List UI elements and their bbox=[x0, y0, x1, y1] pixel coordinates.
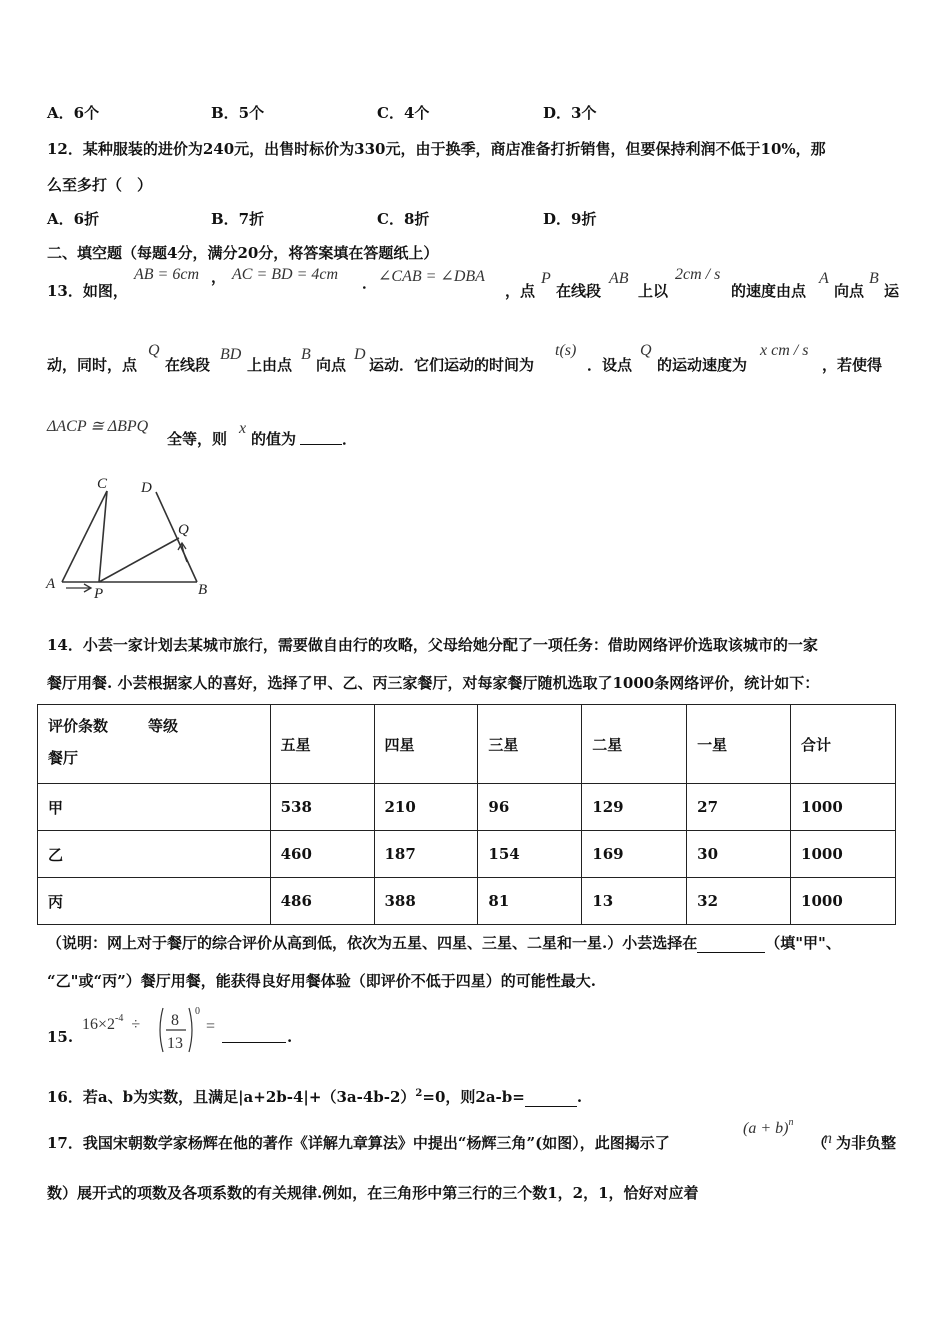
label-p: P bbox=[94, 586, 104, 602]
q13-l2-bd: BD bbox=[220, 346, 242, 363]
label-q: Q bbox=[178, 522, 189, 538]
table-cell: 129 bbox=[582, 784, 687, 831]
q13-l2-q: Q bbox=[148, 342, 160, 359]
q15-number: 15. bbox=[47, 1028, 74, 1046]
q13-ab: AB bbox=[609, 270, 629, 287]
q13-math-ac: AC = BD = 4cm bbox=[232, 266, 339, 283]
q13-triangles: ΔACP ≅ ΔBPQ bbox=[47, 418, 149, 435]
q15-denominator: 13 bbox=[167, 1035, 183, 1052]
q16-text-b: =0，则2a-b= bbox=[422, 1088, 525, 1106]
q13-comma: ， bbox=[211, 268, 227, 286]
table-cell: 1000 bbox=[791, 784, 896, 831]
table-row bbox=[38, 784, 896, 831]
header-cell: 合计 bbox=[791, 705, 896, 784]
header-cell: 四星 bbox=[374, 705, 478, 784]
q13-l2-t3: 上由点 bbox=[247, 356, 293, 374]
q17-binomial: (a + b) bbox=[743, 1120, 789, 1137]
q12-option-b: B．7折 bbox=[211, 210, 265, 228]
q13-l2-t8: ，若使得 bbox=[822, 356, 883, 374]
table-cell: 460 bbox=[270, 831, 374, 878]
q12-option-a: A．6折 bbox=[47, 210, 100, 228]
q14-line1: 14．小芸一家计划去某城市旅行，需要做自由行的攻略，父母给她分配了一项任务：借助网络评价选取该城市的一家 bbox=[47, 636, 818, 654]
label-c: C bbox=[97, 476, 108, 492]
q14-line2: 餐厅用餐. 小芸根据家人的喜好，选择了甲、乙、丙三家餐厅，对每家餐厅随机选取了1000条网络评价，统计如下： bbox=[47, 674, 820, 692]
table-cell: 538 bbox=[270, 784, 374, 831]
table-cell: 1000 bbox=[791, 831, 896, 878]
q15-numerator: 8 bbox=[171, 1012, 179, 1029]
q15-divide: ÷ bbox=[131, 1016, 141, 1033]
q16-answer-blank bbox=[525, 1088, 577, 1107]
table-row bbox=[38, 831, 896, 878]
q13-l3-t1: 全等，则 bbox=[167, 430, 228, 448]
table-cell: 27 bbox=[687, 784, 791, 831]
q12-line1: 12．某种服装的进价为240元，出售时标价为330元，由于换季，商店准备打折销售，但要保持利润不低于10%，那 bbox=[47, 140, 826, 158]
q13-answer-blank bbox=[300, 444, 342, 445]
geometry-figure bbox=[44, 470, 214, 602]
corner-label-count: 评价条数 bbox=[48, 717, 109, 735]
q15-zero-exponent: 0 bbox=[195, 1006, 200, 1017]
table-cell: 187 bbox=[374, 831, 478, 878]
q16-end: . bbox=[576, 1088, 583, 1106]
option-b: B．5个 bbox=[211, 104, 265, 122]
q13-l2-ts: t(s) bbox=[555, 342, 577, 359]
q13-l2-b: B bbox=[301, 346, 311, 363]
q16-square: 2 bbox=[415, 1088, 423, 1099]
q13-l2-d: D bbox=[354, 346, 366, 363]
q13-a: A bbox=[819, 270, 829, 287]
q13-t4: 的速度由点 bbox=[731, 282, 807, 300]
header-cell: 二星 bbox=[582, 705, 687, 784]
header-cell: 五星 bbox=[270, 705, 374, 784]
q13-l3-t2: 的值为 bbox=[251, 430, 297, 448]
table-cell: 96 bbox=[478, 784, 582, 831]
q14-note-line1 bbox=[47, 932, 841, 953]
table-row bbox=[38, 878, 896, 925]
q13-l3-end: ． bbox=[342, 430, 358, 448]
label-d: D bbox=[141, 480, 152, 496]
q14-note-end: （填"甲"、 bbox=[765, 934, 841, 952]
q17-line1-end: 为非负整 bbox=[836, 1134, 897, 1152]
row-label: 丙 bbox=[38, 878, 271, 925]
table-cell: 13 bbox=[582, 878, 687, 925]
q15-expression bbox=[82, 1013, 141, 1034]
q17-line2: 数）展开式的项数及各项系数的有关规律.例如，在三角形中第三行的三个数1，2，1，恰好对应着 bbox=[47, 1184, 699, 1202]
q13-l2-t1: 动，同时，点 bbox=[47, 356, 138, 374]
table-cell: 30 bbox=[687, 831, 791, 878]
q15-exponent: -4 bbox=[115, 1013, 124, 1024]
corner-cell bbox=[38, 705, 271, 784]
table-cell: 32 bbox=[687, 878, 791, 925]
table-cell: 81 bbox=[478, 878, 582, 925]
q17-line1-text: 17．我国宋朝数学家杨辉在他的著作《详解九章算法》中提出“杨辉三角”(如图），此图揭示了 bbox=[47, 1134, 670, 1152]
q13-l2-t4: 向点 bbox=[316, 356, 347, 374]
table-cell: 486 bbox=[270, 878, 374, 925]
q13-l2-q2: Q bbox=[640, 342, 652, 359]
q13-p: P bbox=[541, 270, 551, 287]
label-a: A bbox=[46, 576, 56, 592]
q17-n: n bbox=[824, 1130, 832, 1147]
section-heading: 二、填空题（每题4分，满分20分，将答案填在答题纸上） bbox=[47, 244, 439, 262]
q13-t6: 运 bbox=[884, 282, 900, 300]
q13-l2-xs: x cm / s bbox=[760, 342, 809, 359]
q13-t2: 在线段 bbox=[556, 282, 602, 300]
table-cell: 154 bbox=[478, 831, 582, 878]
segment-pq bbox=[99, 538, 179, 582]
label-b: B bbox=[198, 582, 208, 598]
q15-equals: = bbox=[206, 1018, 216, 1035]
q13-math-angle: ∠CAB = ∠DBA bbox=[378, 268, 485, 285]
header-cell: 一星 bbox=[687, 705, 791, 784]
q13-t3: 上以 bbox=[638, 282, 669, 300]
row-label: 甲 bbox=[38, 784, 271, 831]
q13-b: B bbox=[869, 270, 879, 287]
table-cell: 388 bbox=[374, 878, 478, 925]
q16-text: 16．若a、b为实数，且满足|a+2b-4|+（3a-4b-2） bbox=[47, 1088, 416, 1106]
row-label: 乙 bbox=[38, 831, 271, 878]
q15-base: 16×2 bbox=[82, 1016, 116, 1033]
ratings-table bbox=[37, 704, 896, 925]
q14-note-line2: “乙"或“丙”）餐厅用餐，能获得良好用餐体验（即评价不低于四星）的可能性最大. bbox=[47, 972, 596, 990]
q13-t5: 向点 bbox=[834, 282, 865, 300]
q14-answer-blank bbox=[697, 934, 765, 953]
q13-l2-t7: 的运动速度为 bbox=[657, 356, 748, 374]
option-d: D．3个 bbox=[543, 104, 597, 122]
q13-speed: 2cm / s bbox=[675, 266, 721, 283]
q13-prefix: 13．如图， bbox=[47, 282, 128, 300]
table-cell: 210 bbox=[374, 784, 478, 831]
table-header-row bbox=[38, 705, 896, 784]
q17-exponent: n bbox=[788, 1117, 794, 1128]
q13-t1: ，点 bbox=[505, 282, 536, 300]
q15-fraction bbox=[155, 1004, 203, 1056]
q16-line bbox=[47, 1086, 582, 1107]
option-c: C．4个 bbox=[377, 104, 430, 122]
corner-label-level: 等级 bbox=[148, 717, 179, 735]
table-cell: 169 bbox=[582, 831, 687, 878]
q15-answer-blank bbox=[222, 1042, 286, 1043]
q15-end: . bbox=[287, 1028, 293, 1046]
option-a: A．6个 bbox=[47, 104, 100, 122]
header-cell: 三星 bbox=[478, 705, 582, 784]
q13-l2-t5: 运动．它们运动的时间为 bbox=[369, 356, 535, 374]
table-cell: 1000 bbox=[791, 878, 896, 925]
q12-line2: 么至多打（ ） bbox=[47, 176, 153, 194]
q13-dot: ． bbox=[362, 274, 378, 292]
q14-note-text: （说明：网上对于餐厅的综合评价从高到低，依次为五星、四星、三星、二星和一星.）小芸选择在 bbox=[47, 934, 698, 952]
q13-l3-x: x bbox=[239, 420, 247, 437]
q12-option-c: C．8折 bbox=[377, 210, 430, 228]
q13-math-ab: AB = 6cm bbox=[134, 266, 199, 283]
q13-l2-t2: 在线段 bbox=[165, 356, 211, 374]
q17-open-paren: （ bbox=[812, 1134, 828, 1152]
q13-l2-t6: ．设点 bbox=[587, 356, 633, 374]
q17-expression bbox=[743, 1117, 794, 1138]
q12-option-d: D．9折 bbox=[543, 210, 597, 228]
segment-bd bbox=[156, 492, 197, 582]
corner-label-restaurant: 餐厅 bbox=[48, 749, 79, 767]
